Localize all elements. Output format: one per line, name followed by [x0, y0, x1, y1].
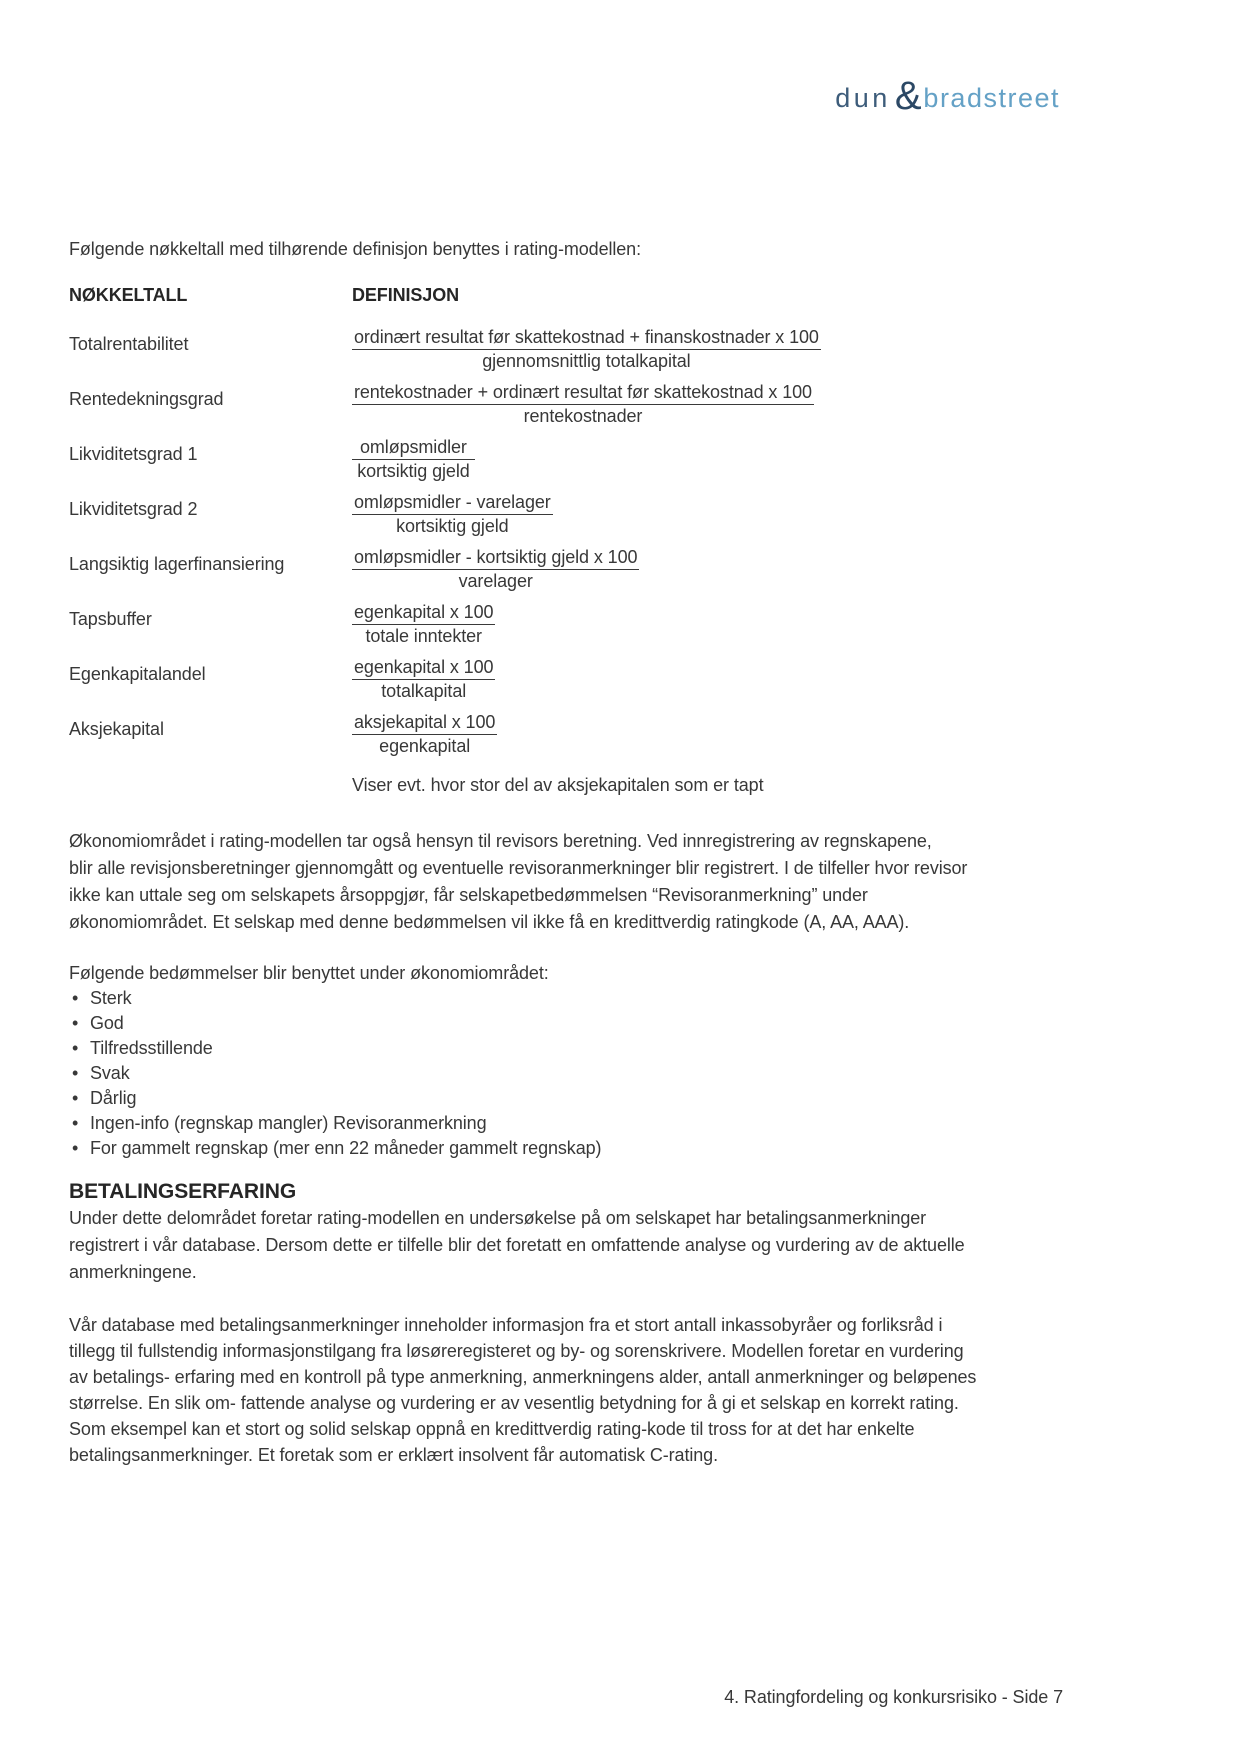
- logo-dun-text: dun: [835, 83, 891, 113]
- formula-denominator: egenkapital: [379, 736, 471, 756]
- formula-numerator: omløpsmidler: [352, 436, 475, 460]
- logo-ampersand-icon: &: [894, 74, 922, 118]
- paragraph-line: betalingsanmerkninger. Et foretak som er erklært insolvent får automatisk C-rating.: [69, 1445, 718, 1465]
- paragraph-line: Under dette delområdet foretar rating-modellen en undersøkelse på om selskapet har betalingsanmerkninger: [69, 1208, 927, 1228]
- kpi-label: Egenkapitalandel: [69, 664, 206, 684]
- list-item: • Svak: [69, 1061, 1109, 1086]
- kpi-formula: [352, 656, 495, 702]
- formula-denominator: totalkapital: [381, 681, 467, 701]
- paragraph-line: Økonomiområdet i rating-modellen tar også hensyn til revisors beretning. Ved innregistrering av regnskapene,: [69, 831, 932, 851]
- formula-numerator: aksjekapital x 100: [352, 711, 497, 735]
- paragraph-line: registrert i vår database. Dersom dette er tilfelle blir det foretatt en omfattende analyse og vurdering av de aktuelle: [69, 1235, 965, 1255]
- kpi-formula: [352, 601, 495, 647]
- kpi-formula: [352, 546, 639, 592]
- payment-paragraph-1: [69, 1205, 1109, 1286]
- kpi-label: Tapsbuffer: [69, 609, 152, 629]
- formula-denominator: varelager: [458, 571, 533, 591]
- table-row: [69, 711, 1109, 757]
- formula-denominator: rentekostnader: [523, 406, 643, 426]
- kpi-formula: [352, 326, 821, 372]
- column-header-nokkeltall: NØKKELTALL: [69, 285, 188, 305]
- kpi-label: Rentedekningsgrad: [69, 389, 224, 409]
- formula-denominator: gjennomsnittlig totalkapital: [482, 351, 691, 371]
- list-item: • For gammelt regnskap (mer enn 22 måneder gammelt regnskap): [69, 1136, 1109, 1161]
- list-item: • God: [69, 1011, 1109, 1036]
- payment-paragraph-2: [69, 1312, 1109, 1468]
- formula-denominator: kortsiktig gjeld: [357, 461, 470, 481]
- page-content: [69, 0, 1109, 1468]
- table-header-row: [69, 282, 1109, 308]
- paragraph-line: tillegg til fullstendig informasjonstilgang fra løsøreregisteret og by- og sorenskrivere. Modellen foretar en vurdering: [69, 1341, 964, 1361]
- kpi-label: Likviditetsgrad 1: [69, 444, 198, 464]
- list-item: • Dårlig: [69, 1086, 1109, 1111]
- intro-text: Følgende nøkkeltall med tilhørende definisjon benyttes i rating-modellen:: [69, 239, 641, 259]
- formula-numerator: rentekostnader + ordinært resultat før skattekostnad x 100: [352, 381, 814, 405]
- kpi-formula: [352, 491, 553, 537]
- table-row: [69, 601, 1109, 647]
- kpi-formula: [352, 381, 814, 427]
- list-item: • Sterk: [69, 986, 1109, 1011]
- kpi-label: Langsiktig lagerfinansiering: [69, 554, 285, 574]
- formula-denominator: kortsiktig gjeld: [396, 516, 509, 536]
- kpi-formula: [352, 436, 475, 482]
- formula-numerator: egenkapital x 100: [352, 601, 495, 625]
- formula-numerator: omløpsmidler - varelager: [352, 491, 553, 515]
- kpi-label: Likviditetsgrad 2: [69, 499, 198, 519]
- table-row: [69, 656, 1109, 702]
- economy-paragraph: [69, 828, 1109, 936]
- list-item: • Tilfredsstillende: [69, 1036, 1109, 1061]
- table-row: [69, 491, 1109, 537]
- paragraph-line: av betalings- erfaring med en kontroll på type anmerkning, anmerkningens alder, antall anmerkninger og beløpenes: [69, 1367, 977, 1387]
- formula-denominator: totale inntekter: [365, 626, 482, 646]
- list-item: • Ingen-info (regnskap mangler) Revisoranmerkning: [69, 1111, 1109, 1136]
- formula-numerator: omløpsmidler - kortsiktig gjeld x 100: [352, 546, 639, 570]
- table-row: [69, 326, 1109, 372]
- paragraph-line: anmerkningene.: [69, 1262, 197, 1282]
- table-row: [69, 381, 1109, 427]
- page-footer: 4. Ratingfordeling og konkursrisiko - Side 7: [724, 1687, 1063, 1707]
- betalingserfaring-heading: BETALINGSERFARING: [69, 1180, 297, 1203]
- paragraph-line: Vår database med betalingsanmerkninger inneholder informasjon fra et stort antall inkassobyråer og forliksråd i: [69, 1315, 943, 1335]
- kpi-formula: [352, 711, 497, 757]
- paragraph-line: ikke kan uttale seg om selskapets årsoppgjør, får selskapetbedømmelsen “Revisoranmerkning” under: [69, 885, 868, 905]
- paragraph-line: blir alle revisjonsberetninger gjennomgått og eventuelle revisoranmerkninger blir registrert. I de tilfeller hvor revisor: [69, 858, 968, 878]
- paragraph-line: økonomiområdet. Et selskap med denne bedømmelsen vil ikke få en kredittverdig ratingkode (A, AA, AAA).: [69, 912, 910, 932]
- paragraph-line: Som eksempel kan et stort og solid selskap oppnå en kredittverdig rating-kode til tross for at det har enkelte: [69, 1419, 915, 1439]
- aksjekapital-note: Viser evt. hvor stor del av aksjekapitalen som er tapt: [352, 775, 764, 795]
- assessments-intro: Følgende bedømmelser blir benyttet under økonomiområdet:: [69, 963, 549, 983]
- formula-numerator: ordinært resultat før skattekostnad + finanskostnader x 100: [352, 326, 821, 350]
- paragraph-line: størrelse. En slik om- fattende analyse og vurdering er av vesentlig betydning for å gi et selskap en korrekt rating.: [69, 1393, 959, 1413]
- kpi-label: Aksjekapital: [69, 719, 164, 739]
- key-figures-table: [69, 282, 1109, 798]
- logo-bradstreet-text: bradstreet: [923, 83, 1060, 113]
- column-header-definisjon: DEFINISJON: [352, 285, 460, 305]
- assessments-list: [69, 986, 1109, 1161]
- table-row: [69, 546, 1109, 592]
- kpi-label: Totalrentabilitet: [69, 334, 189, 354]
- table-row: [69, 436, 1109, 482]
- formula-numerator: egenkapital x 100: [352, 656, 495, 680]
